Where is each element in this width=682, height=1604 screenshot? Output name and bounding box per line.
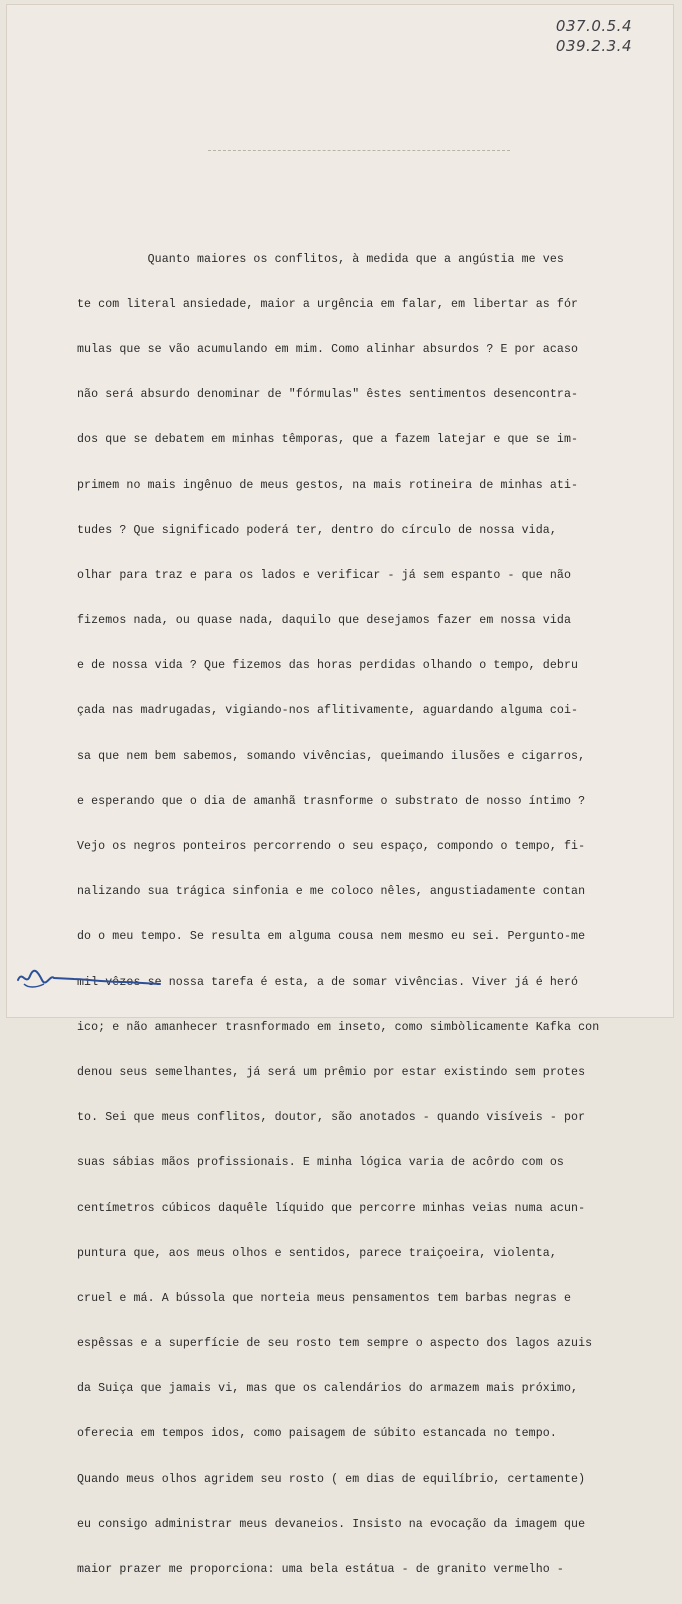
text-line: eu consigo administrar meus devaneios. Insisto na evocação da imagem que bbox=[77, 1517, 586, 1531]
body-text bbox=[77, 226, 667, 1604]
text-line: sa que nem bem sabemos, somando vivências, queimando ilusões e cigarros, bbox=[77, 749, 586, 763]
text-line: e de nossa vida ? Que fizemos das horas perdidas olhando o tempo, debru bbox=[77, 659, 579, 673]
text-line: Vejo os negros ponteiros percorrendo o seu espaço, compondo o tempo, fi- bbox=[77, 840, 586, 854]
text-line: to. Sei que meus conflitos, doutor, são anotados - quando visíveis - por bbox=[77, 1111, 586, 1125]
text-line: olhar para traz e para os lados e verificar - já sem espanto - que não bbox=[77, 568, 572, 582]
text-line: tudes ? Que significado poderá ter, dentro do círculo de nossa vida, bbox=[77, 523, 557, 537]
text-line: e esperando que o dia de amanhã trasnforme o substrato de nosso íntimo ? bbox=[77, 794, 586, 808]
text-line: do o meu tempo. Se resulta em alguma cousa nem mesmo eu sei. Pergunto-me bbox=[77, 930, 586, 944]
text-line: te com literal ansiedade, maior a urgência em falar, em libertar as fór bbox=[77, 297, 579, 311]
text-line: suas sábias mãos profissionais. E minha lógica varia de acôrdo com os bbox=[77, 1156, 564, 1170]
text-line: da Suiça que jamais vi, mas que os calendários do armazem mais próximo, bbox=[77, 1382, 579, 1396]
text-line: oferecia em tempos idos, como paisagem de súbito estancada no tempo. bbox=[77, 1427, 557, 1441]
text-line: mulas que se vão acumulando em mim. Como alinhar absurdos ? E por acaso bbox=[77, 342, 579, 356]
text-line: nalizando sua trágica sinfonia e me coloco nêles, angustiadamente contan bbox=[77, 885, 586, 899]
text-line: çada nas madrugadas, vigiando-nos aflitivamente, aguardando alguma coi- bbox=[77, 704, 579, 718]
text-line: denou seus semelhantes, já será um prêmio por estar existindo sem protes bbox=[77, 1065, 586, 1079]
text-line: não será absurdo denominar de "fórmulas" êstes sentimentos desencontra- bbox=[77, 388, 579, 402]
archive-code: 037.0.5.4 bbox=[555, 17, 632, 35]
text-line: dos que se debatem em minhas têmporas, que a fazem latejar e que se im- bbox=[77, 433, 579, 447]
text-line: maior prazer me proporciona: uma bela estátua - de granito vermelho - bbox=[77, 1563, 564, 1577]
text-line: Quanto maiores os conflitos, à medida que a angústia me ves bbox=[77, 252, 564, 266]
text-line: espêssas e a superfície de seu rosto tem sempre o aspecto dos lagos azuis bbox=[77, 1337, 593, 1351]
archive-code: 039.2.3.4 bbox=[555, 37, 632, 55]
text-line: ico; e não amanhecer trasnformado em inseto, como simbòlicamente Kafka con bbox=[77, 1020, 600, 1034]
text-line: primem no mais ingênuo de meus gestos, na mais rotineira de minhas ati- bbox=[77, 478, 579, 492]
page-divider bbox=[208, 150, 510, 151]
text-line: puntura que, aos meus olhos e sentidos, parece traiçoeira, violenta, bbox=[77, 1246, 557, 1260]
handwritten-signature bbox=[14, 962, 164, 992]
archive-codes bbox=[556, 16, 632, 56]
text-line: Quando meus olhos agridem seu rosto ( em dias de equilíbrio, certamente) bbox=[77, 1472, 586, 1486]
text-line: centímetros cúbicos daquêle líquido que percorre minhas veias numa acun- bbox=[77, 1201, 586, 1215]
text-line: mil vêzes se nossa tarefa é esta, a de somar vivências. Viver já é heró bbox=[77, 975, 579, 989]
text-line: cruel e má. A bússola que norteia meus pensamentos tem barbas negras e bbox=[77, 1291, 572, 1305]
text-line: fizemos nada, ou quase nada, daquilo que desejamos fazer em nossa vida bbox=[77, 614, 572, 628]
